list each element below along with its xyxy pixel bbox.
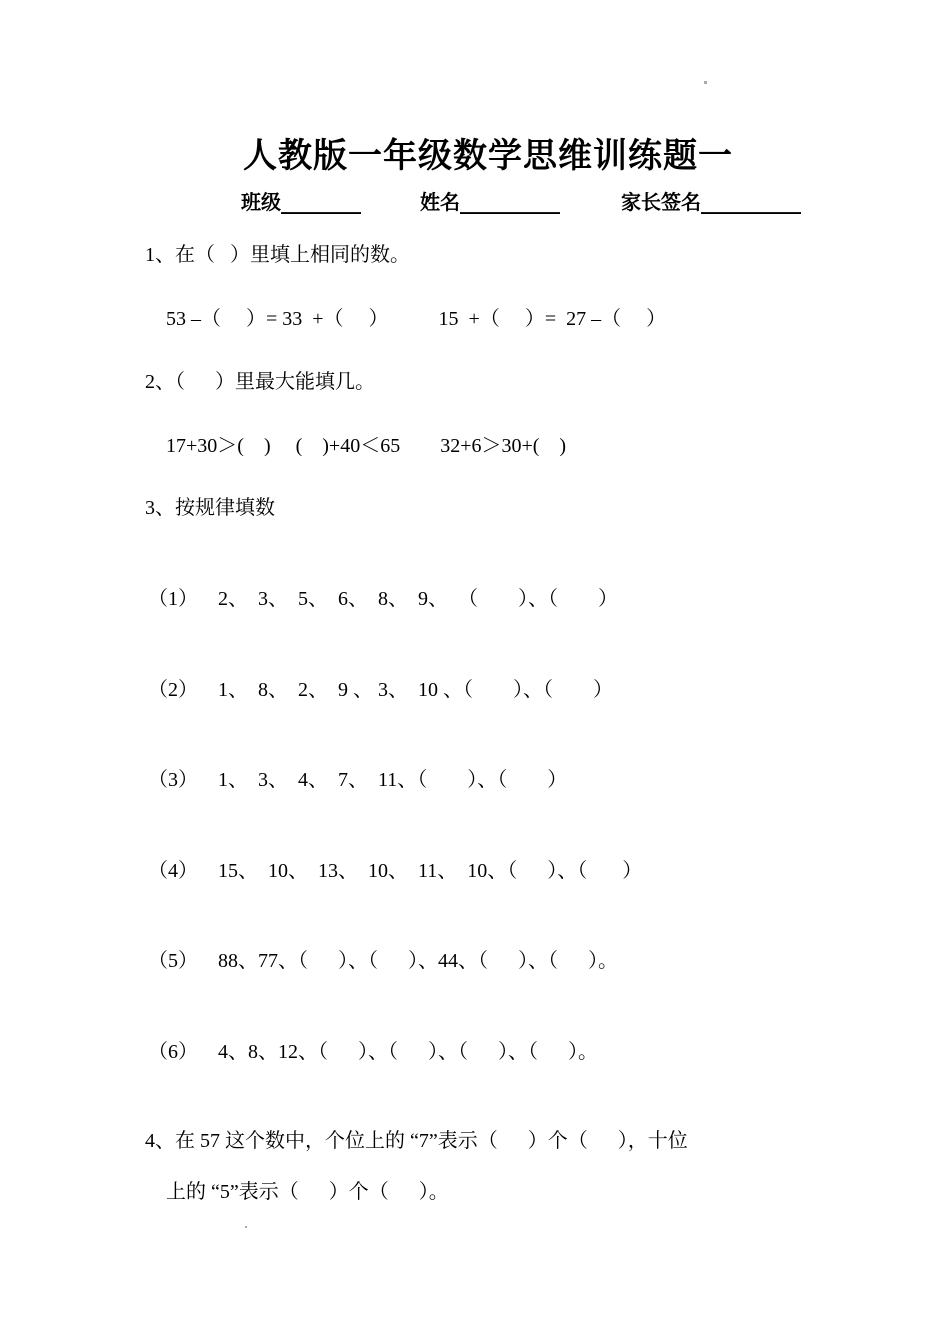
question-1-prompt: 1、在（ ）里填上相同的数。 (145, 244, 410, 266)
scan-speck (245, 1226, 247, 1228)
sequence-item: （6） 4、8、12、（ ）、（ ）、（ ）、（ ）。 (148, 1041, 598, 1063)
sequence-item: （5） 88、77、（ ）、（ ）、44、（ ）、（ ）。 (148, 950, 618, 972)
page-title: 人教版一年级数学思维训练题一 (243, 136, 733, 176)
sequence-item: （3） 1、 3、 4、 7、 11、（ ）、（ ） (148, 769, 568, 791)
scan-speck (704, 81, 707, 84)
question-1-equations: 53 –（ ）= 33 +（ ） 15 +（ ）= 27 –（ ） (166, 308, 667, 330)
question-4-line-1: 4、在 57 这个数中，个位上的 “7”表示（ ）个（ ），十位 (145, 1130, 688, 1152)
question-2-prompt: 2、（ ）里最大能填几。 (145, 371, 375, 393)
sequence-item: （2） 1、 8、 2、 9 、 3、 10 、（ ）、（ ） (148, 679, 613, 701)
question-4-line-2: 上的 “5”表示（ ）个（ ）。 (166, 1181, 449, 1203)
name-field: 姓名__________ (420, 190, 560, 214)
sequence-item: （1） 2、 3、 5、 6、 8、 9、 （ ）、（ ） (148, 588, 618, 610)
class-field: 班级________ (241, 190, 361, 214)
question-2-inequalities: 17+30＞( ) ( )+40＜65 32+6＞30+( ) (166, 435, 567, 457)
parent-signature-field: 家长签名__________ (621, 190, 801, 214)
sequence-item: （4） 15、 10、 13、 10、 11、 10、（ ）、（ ） (148, 860, 643, 882)
question-3-prompt: 3、按规律填数 (145, 497, 275, 519)
